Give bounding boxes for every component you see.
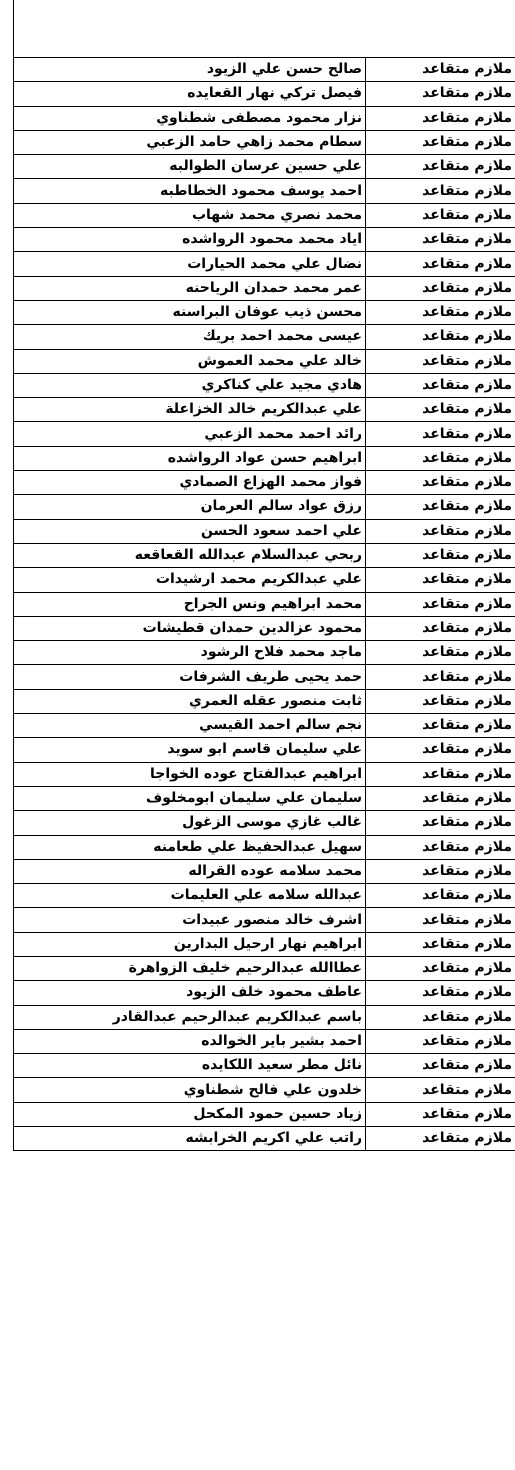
table-row — [14, 762, 515, 786]
name-cell: محمد نصري محمد شهاب — [14, 203, 366, 227]
name-cell: نزار محمود مصطفى شطناوي — [14, 106, 366, 130]
table-row — [14, 471, 515, 495]
table-row — [14, 956, 515, 980]
table-row — [14, 1054, 515, 1078]
rank-cell: ملازم متقاعد — [366, 325, 515, 349]
table-row — [14, 228, 515, 252]
table-row — [14, 738, 515, 762]
name-cell: فواز محمد الهزاع الصمادي — [14, 471, 366, 495]
name-cell: محسن ذيب عوفان البراسنه — [14, 300, 366, 324]
table-row — [14, 543, 515, 567]
rank-cell: ملازم متقاعد — [366, 398, 515, 422]
name-cell: محمد ابراهيم ونس الجراح — [14, 592, 366, 616]
name-cell: ابراهيم حسن عواد الرواشده — [14, 446, 366, 470]
rank-cell: ملازم متقاعد — [366, 981, 515, 1005]
table-row — [14, 495, 515, 519]
rank-cell: ملازم متقاعد — [366, 811, 515, 835]
rank-cell: ملازم متقاعد — [366, 276, 515, 300]
name-cell: حمد يحيى طريف الشرفات — [14, 665, 366, 689]
name-cell: عطاالله عبدالرحيم خليف الزواهرة — [14, 956, 366, 980]
name-cell: سهيل عبدالحفيظ علي طعامنه — [14, 835, 366, 859]
table-row — [14, 859, 515, 883]
rank-cell: ملازم متقاعد — [366, 956, 515, 980]
rank-cell: ملازم متقاعد — [366, 300, 515, 324]
table-row — [14, 908, 515, 932]
table-row — [14, 155, 515, 179]
rank-cell: ملازم متقاعد — [366, 641, 515, 665]
table-row — [14, 58, 515, 82]
name-cell: ابراهيم عبدالفتاح عوده الخواجا — [14, 762, 366, 786]
name-cell: راتب علي اكريم الخرابشه — [14, 1127, 366, 1151]
table-row — [14, 835, 515, 859]
name-cell: احمد يوسف محمود الخطاطبه — [14, 179, 366, 203]
name-cell: ابراهيم نهار ارحيل البدارين — [14, 932, 366, 956]
name-cell: محمود عزالدين حمدان قطيشات — [14, 616, 366, 640]
table-body — [14, 58, 515, 1151]
name-cell: نائل مطر سعيد اللكايده — [14, 1054, 366, 1078]
rank-cell: ملازم متقاعد — [366, 349, 515, 373]
name-cell: غالب غازي موسى الزغول — [14, 811, 366, 835]
name-cell: نضال علي محمد الحيارات — [14, 252, 366, 276]
name-cell: عبدالله سلامه علي العليمات — [14, 884, 366, 908]
table-row — [14, 1005, 515, 1029]
table-row — [14, 1102, 515, 1126]
rank-cell: ملازم متقاعد — [366, 616, 515, 640]
table-row — [14, 714, 515, 738]
name-cell: زياد حسين حمود المكحل — [14, 1102, 366, 1126]
rank-cell: ملازم متقاعد — [366, 738, 515, 762]
rank-cell: ملازم متقاعد — [366, 228, 515, 252]
rank-cell: ملازم متقاعد — [366, 908, 515, 932]
rank-cell: ملازم متقاعد — [366, 106, 515, 130]
name-cell: صالح حسن علي الزيود — [14, 58, 366, 82]
rank-cell: ملازم متقاعد — [366, 689, 515, 713]
table-row — [14, 446, 515, 470]
retired-officers-table — [13, 57, 515, 1151]
table-row — [14, 519, 515, 543]
table-row — [14, 349, 515, 373]
rank-cell: ملازم متقاعد — [366, 1102, 515, 1126]
table-row — [14, 276, 515, 300]
rank-cell: ملازم متقاعد — [366, 665, 515, 689]
rank-cell: ملازم متقاعد — [366, 82, 515, 106]
name-cell: هادي مجيد علي كناكري — [14, 373, 366, 397]
name-cell: ماجد محمد فلاح الرشود — [14, 641, 366, 665]
rank-cell: ملازم متقاعد — [366, 786, 515, 810]
table-row — [14, 932, 515, 956]
name-cell: عاطف محمود خلف الزيود — [14, 981, 366, 1005]
name-cell: اياد محمد محمود الرواشده — [14, 228, 366, 252]
name-cell: احمد بشير باير الخوالده — [14, 1029, 366, 1053]
table-row — [14, 325, 515, 349]
table-row — [14, 398, 515, 422]
rank-cell: ملازم متقاعد — [366, 179, 515, 203]
rank-cell: ملازم متقاعد — [366, 568, 515, 592]
table-row — [14, 568, 515, 592]
name-cell: عمر محمد حمدان الرياحنه — [14, 276, 366, 300]
name-cell: علي احمد سعود الحسن — [14, 519, 366, 543]
table-row — [14, 592, 515, 616]
rank-cell: ملازم متقاعد — [366, 155, 515, 179]
table-row — [14, 422, 515, 446]
rank-cell: ملازم متقاعد — [366, 471, 515, 495]
rank-cell: ملازم متقاعد — [366, 932, 515, 956]
rank-cell: ملازم متقاعد — [366, 130, 515, 154]
table-row — [14, 179, 515, 203]
name-cell: ربحي عبدالسلام عبدالله القعاقعه — [14, 543, 366, 567]
table-row — [14, 616, 515, 640]
rank-cell: ملازم متقاعد — [366, 884, 515, 908]
rank-cell: ملازم متقاعد — [366, 1078, 515, 1102]
name-cell: خالد علي محمد العموش — [14, 349, 366, 373]
rank-cell: ملازم متقاعد — [366, 422, 515, 446]
name-cell: اشرف خالد منصور عبيدات — [14, 908, 366, 932]
table-row — [14, 82, 515, 106]
table-row — [14, 130, 515, 154]
name-cell: باسم عبدالكريم عبدالرحيم عبدالقادر — [14, 1005, 366, 1029]
name-cell: سليمان علي سليمان ابومخلوف — [14, 786, 366, 810]
name-cell: رزق عواد سالم العرمان — [14, 495, 366, 519]
table-row — [14, 811, 515, 835]
name-cell: علي عبدالكريم محمد ارشيدات — [14, 568, 366, 592]
rank-cell: ملازم متقاعد — [366, 1029, 515, 1053]
rank-cell: ملازم متقاعد — [366, 203, 515, 227]
name-cell: ثابت منصور عقله العمري — [14, 689, 366, 713]
table-row — [14, 981, 515, 1005]
name-cell: محمد سلامه عوده القراله — [14, 859, 366, 883]
rank-cell: ملازم متقاعد — [366, 714, 515, 738]
table-row — [14, 665, 515, 689]
rank-cell: ملازم متقاعد — [366, 1054, 515, 1078]
rank-cell: ملازم متقاعد — [366, 373, 515, 397]
rank-cell: ملازم متقاعد — [366, 592, 515, 616]
table-row — [14, 1078, 515, 1102]
rank-cell: ملازم متقاعد — [366, 252, 515, 276]
rank-cell: ملازم متقاعد — [366, 446, 515, 470]
name-cell: خلدون علي فالح شطناوي — [14, 1078, 366, 1102]
rank-cell: ملازم متقاعد — [366, 1127, 515, 1151]
table-row — [14, 300, 515, 324]
table-row — [14, 786, 515, 810]
rank-cell: ملازم متقاعد — [366, 835, 515, 859]
name-cell: فيصل تركي نهار القعايده — [14, 82, 366, 106]
name-cell: علي سليمان قاسم ابو سويد — [14, 738, 366, 762]
rank-cell: ملازم متقاعد — [366, 543, 515, 567]
name-cell: علي عبدالكريم خالد الخزاعلة — [14, 398, 366, 422]
table-row — [14, 689, 515, 713]
table-row — [14, 1029, 515, 1053]
name-cell: علي حسين عرسان الطوالبه — [14, 155, 366, 179]
table-row — [14, 203, 515, 227]
rank-cell: ملازم متقاعد — [366, 495, 515, 519]
rank-cell: ملازم متقاعد — [366, 762, 515, 786]
name-cell: عيسى محمد احمد بريك — [14, 325, 366, 349]
rank-cell: ملازم متقاعد — [366, 1005, 515, 1029]
table-row — [14, 373, 515, 397]
table-row — [14, 252, 515, 276]
left-border-line — [13, 0, 14, 57]
name-cell: نجم سالم احمد القيسي — [14, 714, 366, 738]
name-cell: رائد احمد محمد الزعبي — [14, 422, 366, 446]
name-cell: سطام محمد زاهي حامد الزعبي — [14, 130, 366, 154]
rank-cell: ملازم متقاعد — [366, 519, 515, 543]
rank-cell: ملازم متقاعد — [366, 859, 515, 883]
rank-cell: ملازم متقاعد — [366, 58, 515, 82]
table-row — [14, 106, 515, 130]
table-row — [14, 1127, 515, 1151]
table-row — [14, 884, 515, 908]
table-row — [14, 641, 515, 665]
